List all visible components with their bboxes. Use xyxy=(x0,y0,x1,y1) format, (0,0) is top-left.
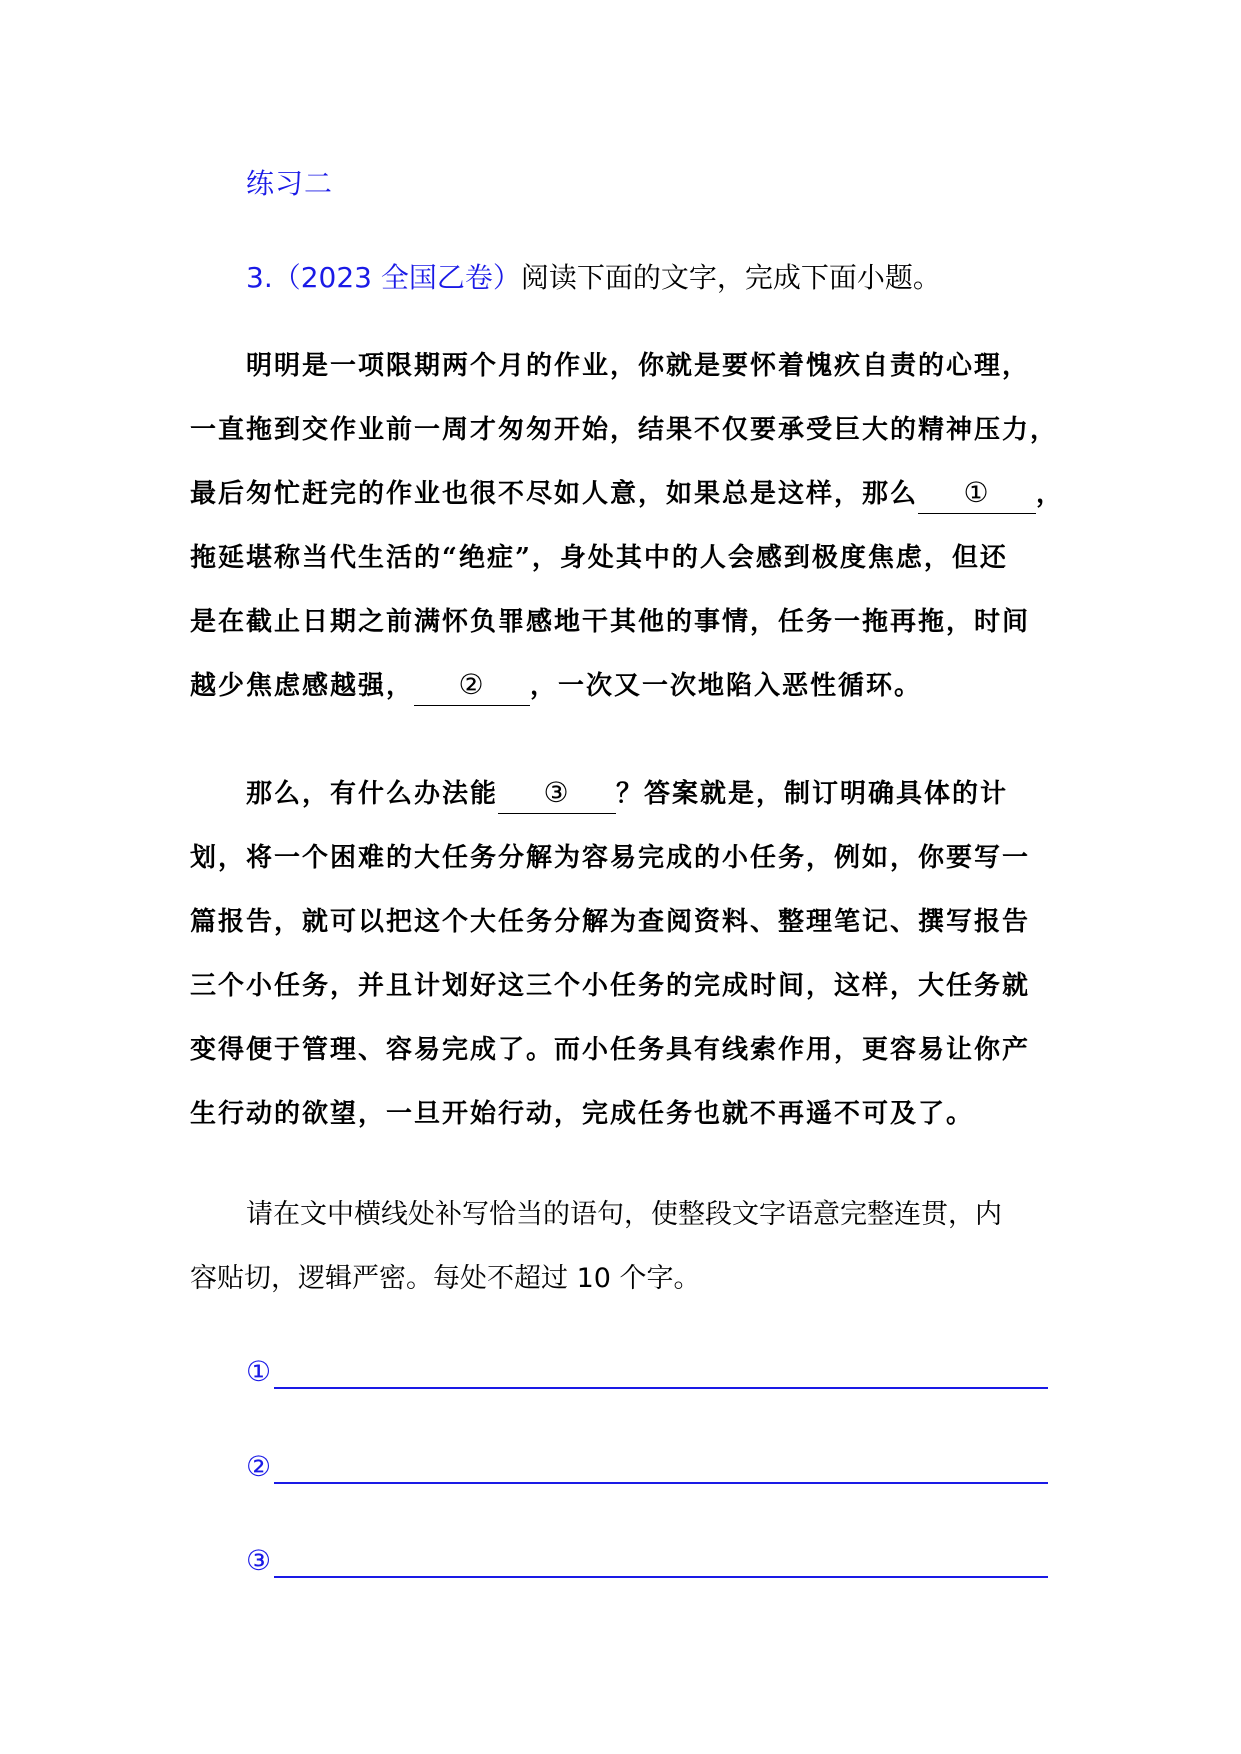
answer-rule xyxy=(274,1387,1048,1389)
question-source: （2023 全国乙卷） xyxy=(272,261,521,294)
passage-line xyxy=(190,654,1058,718)
passage-line xyxy=(190,462,1065,526)
passage-line: 三个小任务，并且计划好这三个小任务的完成时间，这样，大任务就 xyxy=(190,971,1031,1001)
answer-label: ③ xyxy=(246,1544,272,1577)
fill-blank-1: ① xyxy=(918,473,1036,514)
fill-blank-3: ③ xyxy=(498,773,616,814)
question-prompt: 阅读下面的文字，完成下面小题。 xyxy=(520,261,941,294)
passage-text: ？答案就是，制订明确具体的计 xyxy=(616,779,1009,809)
question-header xyxy=(246,256,941,296)
passage-text: ，一次又一次地陷入恶性循环。 xyxy=(530,671,923,701)
answer-label: ② xyxy=(246,1450,272,1483)
passage-text: 那么，有什么办法能 xyxy=(246,779,499,809)
passage-line xyxy=(190,762,1058,826)
answer-line-1[interactable] xyxy=(246,1352,1046,1392)
fill-blank-2: ② xyxy=(414,665,530,706)
answer-label: ① xyxy=(246,1355,272,1388)
passage-line: 是在截止日期之前满怀负罪感地干其他的事情，任务一拖再拖，时间 xyxy=(190,607,1031,637)
section-title: 练习二 xyxy=(246,167,334,200)
passage-line: 一直拖到交作业前一周才匆匆开始，结果不仅要承受巨大的精神压力， xyxy=(190,415,1059,445)
passage-paragraph-1 xyxy=(190,334,1065,718)
passage-text: ， xyxy=(1036,479,1065,509)
instruction-line: 容贴切，逻辑严密。每处不超过 10 个字。 xyxy=(190,1263,701,1294)
answer-rule xyxy=(274,1576,1048,1578)
answer-rule xyxy=(274,1482,1048,1484)
passage-line: 拖延堪称当代生活的“绝症”，身处其中的人会感到极度焦虑，但还 xyxy=(190,543,1008,573)
question-number: 3. xyxy=(246,261,273,294)
instruction-line: 请在文中横线处补写恰当的语句，使整段文字语意完整连贯，内 xyxy=(246,1199,1002,1230)
instruction xyxy=(190,1183,1058,1311)
passage-line: 划，将一个困难的大任务分解为容易完成的小任务，例如，你要写一 xyxy=(190,843,1031,873)
passage-paragraph-2 xyxy=(190,762,1058,1146)
answer-line-3[interactable] xyxy=(246,1541,1046,1581)
passage-text: 越少焦虑感越强， xyxy=(190,671,415,701)
passage-text: 最后匆忙赶完的作业也很不尽如人意，如果总是这样，那么 xyxy=(190,479,919,509)
answer-line-2[interactable] xyxy=(246,1447,1046,1487)
passage-line: 变得便于管理、容易完成了。而小任务具有线索作用，更容易让你产 xyxy=(190,1035,1031,1065)
passage-line: 明明是一项限期两个月的作业，你就是要怀着愧疚自责的心理， xyxy=(246,351,1031,381)
passage-line: 生行动的欲望，一旦开始行动，完成任务也就不再遥不可及了。 xyxy=(190,1099,975,1129)
passage-line: 篇报告，就可以把这个大任务分解为查阅资料、整理笔记、撰写报告 xyxy=(190,907,1031,937)
